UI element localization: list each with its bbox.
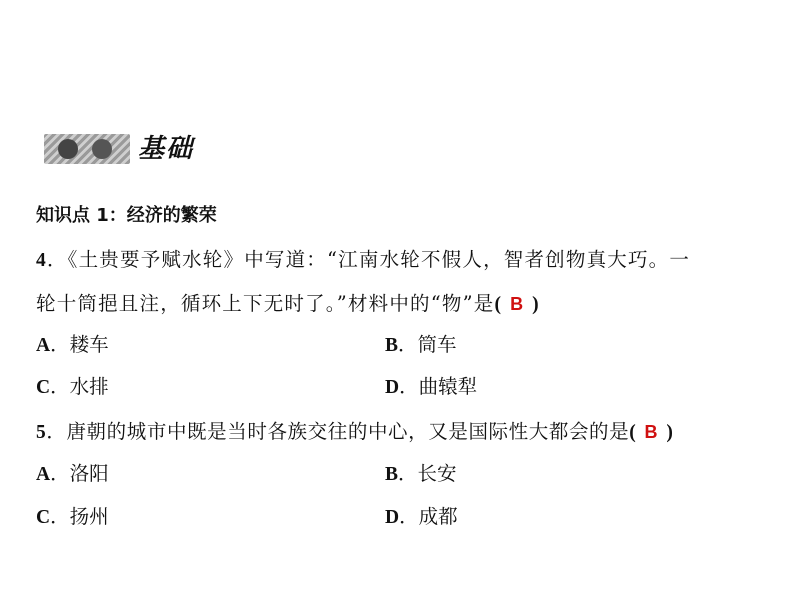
question-4-text-1: ．《土贵要予赋水轮》中写道：“江南水轮不假人，智者创物真大巧。一	[46, 248, 691, 271]
question-5-option-a: A．洛阳	[36, 462, 109, 485]
question-4-paren-close: )	[532, 294, 540, 315]
question-5-paren-open: (	[629, 422, 637, 443]
question-5-paren-close: )	[666, 422, 674, 443]
question-5-option-b: B．长安	[385, 462, 457, 485]
question-4-option-b: B．筒车	[385, 333, 457, 356]
question-5-number: 5	[36, 422, 47, 443]
question-4-option-a: A．耧车	[36, 333, 109, 356]
question-4-line-1	[36, 246, 690, 275]
question-4-option-c: C．水排	[36, 375, 109, 398]
question-4-text-2: 轮十筒挹且注，循环上下无时了。”材料中的“物”是	[36, 292, 495, 315]
question-4-line-2	[36, 290, 540, 319]
knowledge-point-heading: 知识点 1：经济的繁荣	[36, 205, 217, 226]
question-5-option-d: D．成都	[385, 505, 458, 528]
question-4-option-d: D．曲辕犁	[385, 375, 478, 398]
question-5-answer: B	[644, 422, 659, 442]
question-5-text: ．唐朝的城市中既是当时各族交往的中心，又是国际性大都会的是	[46, 420, 630, 443]
section-title: 基础	[138, 134, 195, 164]
question-4-answer: B	[510, 294, 525, 314]
question-4-number: 4	[36, 250, 47, 271]
section-badge-image	[44, 134, 130, 164]
question-5-option-c: C．扬州	[36, 505, 109, 528]
question-4-paren-open: (	[494, 294, 503, 315]
question-5-line	[36, 418, 673, 447]
